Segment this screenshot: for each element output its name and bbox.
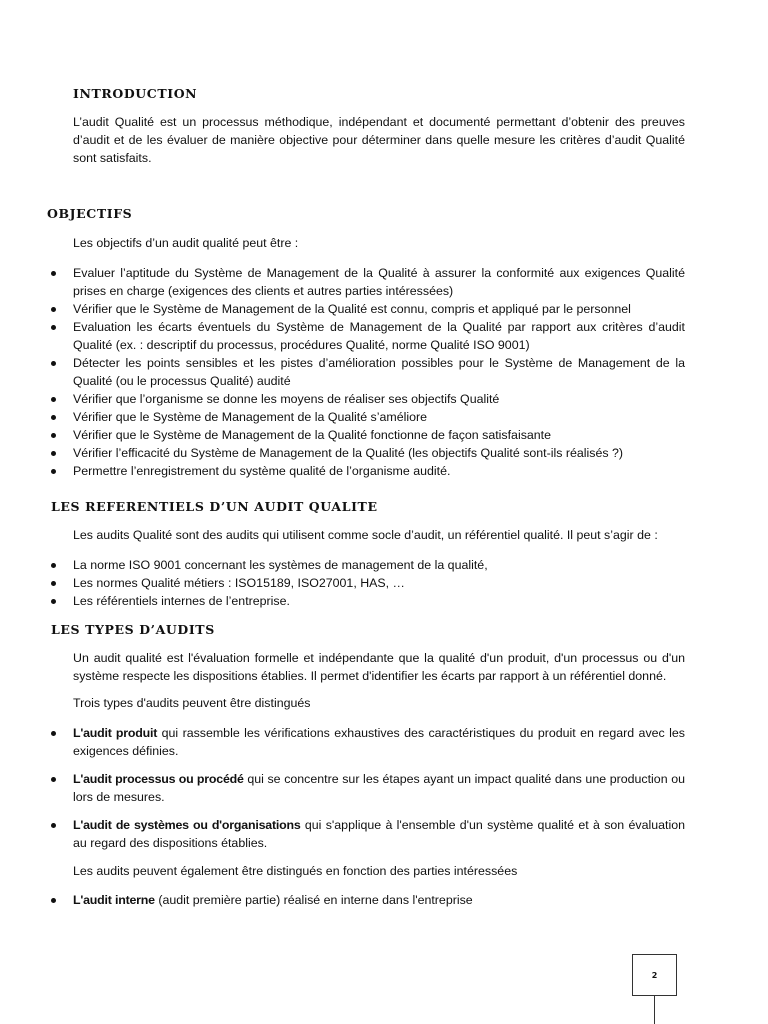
audit-type-name: L'audit de systèmes ou d'organisations [73,818,301,832]
list-item: Vérifier que l’organisme se donne les moyens de réaliser ses objectifs Qualité [0,390,685,408]
list-item: La norme ISO 9001 concernant les systèmes de management de la qualité, [0,556,685,574]
bullet-icon [51,777,56,782]
audit-type-name: L'audit interne [73,893,155,907]
bullet-icon [51,581,56,586]
bullet-icon [51,599,56,604]
types-paragraph: Un audit qualité est l'évaluation formelle et indépendante que la qualité d'un produit, d'un processus ou d'un système respecte les dispositions établies. Il permet d'identifier les écarts par rapport à un référentiel donné. [73,651,685,683]
bullet-icon [51,415,56,420]
list-item: L'audit produit qui rassemble les vérifications exhaustives des caractéristiques du produit en regard avec les exigences définies. [0,724,685,760]
list-item: Vérifier que le Système de Management de la Qualité est connu, compris et appliqué par le personnel [0,300,685,318]
audit-type-name: L'audit processus ou procédé [73,772,244,786]
bullet-icon [51,469,56,474]
list-item: Vérifier que le Système de Management de la Qualité s’améliore [0,408,685,426]
bullet-icon [51,898,56,903]
bullet-icon [51,563,56,568]
bullet-icon [51,307,56,312]
types-lead: Trois types d'audits peuvent être distingués [73,696,311,710]
bullet-icon [51,325,56,330]
list-item: Les référentiels internes de l’entreprise. [0,592,685,610]
referentiels-heading: LES REFERENTIELS D’UN AUDIT QUALITE [51,499,378,514]
types-heading: LES TYPES D’AUDITS [51,622,215,637]
footer-rule [654,996,655,1024]
intro-paragraph: L’audit Qualité est un processus méthodique, indépendant et documenté permettant d’obtenir des preuves d’audit et de les évaluer de manière objective pour déterminer dans quelle mesure les critères d’audit Qualité sont satisfaits. [73,115,685,165]
list-item: Evaluer l’aptitude du Système de Management de la Qualité à assurer la conformité aux exigences Qualité prises en charge (exigences des clients et autres parties intéressées) [0,264,685,300]
bullet-icon [51,731,56,736]
list-item: L'audit processus ou procédé qui se concentre sur les étapes ayant un impact qualité dans une production ou lors de mesures. [0,770,685,806]
list-item: Evaluation les écarts éventuels du Système de Management de la Qualité par rapport aux critères d’audit Qualité (ex. : descriptif du processus, procédures Qualité, norme Qualité ISO 9001) [0,318,685,354]
list-item: L'audit de systèmes ou d'organisations qui s'applique à l'ensemble d'un système qualité et à son évaluation au regard des dispositions établies. [0,816,685,852]
list-item: Vérifier que le Système de Management de la Qualité fonctionne de façon satisfaisante [0,426,685,444]
objectifs-lead: Les objectifs d’un audit qualité peut être : [73,236,299,250]
bullet-icon [51,823,56,828]
bullet-icon [51,397,56,402]
bullet-icon [51,361,56,366]
audit-type-name: L'audit produit [73,726,158,740]
bullet-icon [51,433,56,438]
types-list [0,724,768,862]
list-item: Les normes Qualité métiers : ISO15189, ISO27001, HAS, … [0,574,685,592]
list-item: Permettre l’enregistrement du système qualité de l’organisme audité. [0,462,685,480]
page-number: 2 [632,954,677,996]
list-item: L'audit interne (audit première partie) réalisé en interne dans l'entreprise [0,891,685,909]
intro-heading: INTRODUCTION [73,86,198,101]
referentiels-lead: Les audits Qualité sont des audits qui utilisent comme socle d’audit, un référentiel qualité. Il peut s’agir de : [73,528,658,542]
objectifs-list [0,264,768,480]
referentiels-list [0,556,768,610]
objectifs-heading: OBJECTIFS [47,206,133,221]
list-item: Détecter les points sensibles et les pistes d’amélioration possibles pour le Système de Management de la Qualité (ou le processus Qualité) audité [0,354,685,390]
parties-list [0,891,768,909]
bullet-icon [51,451,56,456]
list-item: Vérifier l’efficacité du Système de Management de la Qualité (les objectifs Qualité sont-ils réalisés ?) [0,444,685,462]
bullet-icon [51,271,56,276]
parties-lead: Les audits peuvent également être distingués en fonction des parties intéressées [73,864,518,878]
